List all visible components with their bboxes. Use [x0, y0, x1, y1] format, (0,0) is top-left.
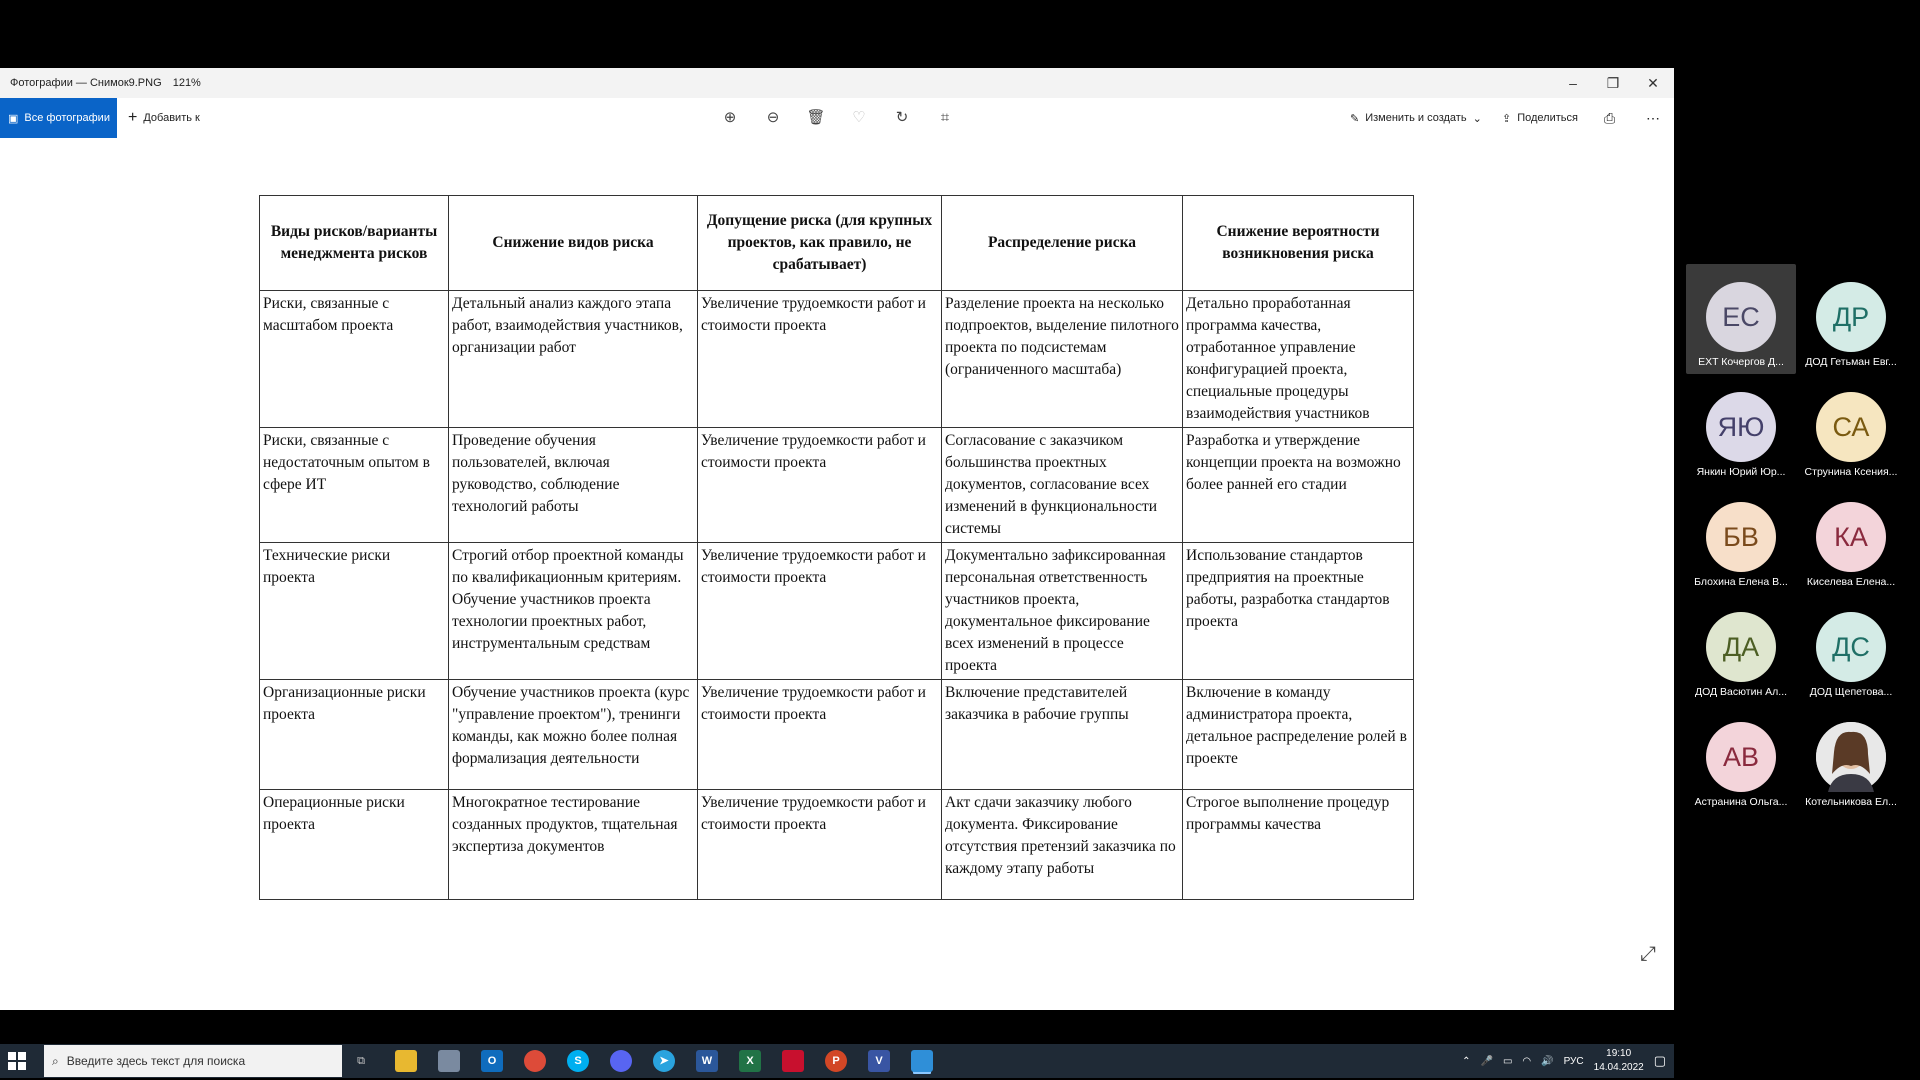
- clock[interactable]: [1594, 1047, 1644, 1075]
- minimize-button[interactable]: –: [1569, 75, 1577, 91]
- file-explorer-icon[interactable]: [395, 1050, 417, 1072]
- wifi-icon[interactable]: ◠: [1522, 1055, 1532, 1067]
- table-row: [260, 680, 1414, 790]
- window-title-text: Фотографии — Снимок9.PNG: [10, 77, 162, 89]
- all-photos-button[interactable]: [0, 98, 117, 138]
- restore-button[interactable]: ❐: [1606, 75, 1620, 91]
- participant-name: ДОД Васютин Ал...: [1694, 686, 1788, 698]
- skype-icon[interactable]: S: [567, 1050, 589, 1072]
- participant-avatar: БВ: [1706, 502, 1776, 572]
- risk-type-cell: Технические риски проекта: [260, 543, 449, 680]
- word-icon[interactable]: W: [696, 1050, 718, 1072]
- risk-type-cell: Организационные риски проекта: [260, 680, 449, 790]
- table-cell: Увеличение трудоемкости работ и стоимости проекта: [698, 543, 942, 680]
- participant-name: Котельникова Ел...: [1805, 796, 1897, 808]
- participant-tile[interactable]: [1796, 484, 1906, 594]
- table-row: [260, 543, 1414, 680]
- table-cell: Увеличение трудоемкости работ и стоимости проекта: [698, 680, 942, 790]
- header-cell: Допущение риска (для крупных проектов, как правило, не срабатывает): [698, 196, 942, 291]
- participant-avatar: СА: [1816, 392, 1886, 462]
- participant-tile[interactable]: [1686, 594, 1796, 704]
- table-cell: Детально проработанная программа качества, отработанное управление конфигурацией проекта, специальные процедуры взаимодействия участников: [1183, 291, 1414, 428]
- table-cell: Увеличение трудоемкости работ и стоимости проекта: [698, 790, 942, 900]
- app-icon[interactable]: [438, 1050, 460, 1072]
- edit-create-button[interactable]: [1350, 98, 1482, 138]
- close-button[interactable]: ✕: [1647, 75, 1659, 91]
- table-row: [260, 291, 1414, 428]
- participant-avatar: АВ: [1706, 722, 1776, 792]
- participant-tile[interactable]: [1796, 594, 1906, 704]
- participant-tile[interactable]: [1686, 374, 1796, 484]
- windows-start-icon[interactable]: [8, 1052, 26, 1070]
- more-button[interactable]: [1646, 98, 1660, 138]
- table-cell: Проведение обучения пользователей, включая руководство, соблюдение технологий работы: [449, 428, 698, 543]
- share-button[interactable]: [1502, 98, 1578, 138]
- battery-icon[interactable]: ▭: [1502, 1055, 1513, 1067]
- search-icon: ⌕: [52, 1053, 59, 1068]
- share-label: Поделиться: [1517, 112, 1578, 124]
- table-cell: Документально зафиксированная персональная ответственность участников проекта, документальное фиксирование всех изменений в процессе проекта: [942, 543, 1183, 680]
- risk-type-cell: Операционные риски проекта: [260, 790, 449, 900]
- table-header-row: [260, 196, 1414, 291]
- excel-icon[interactable]: X: [739, 1050, 761, 1072]
- participant-name: Блохина Елена В...: [1694, 576, 1788, 588]
- table-cell: Использование стандартов предприятия на проектные работы, разработка стандартов проекта: [1183, 543, 1414, 680]
- header-cell: Распределение риска: [942, 196, 1183, 291]
- header-cell: Снижение видов риска: [449, 196, 698, 291]
- participant-avatar: ДР: [1816, 282, 1886, 352]
- table-cell: Включение представителей заказчика в рабочие группы: [942, 680, 1183, 790]
- participant-name: Астранина Ольга...: [1694, 796, 1788, 808]
- crop-icon[interactable]: ⌗: [940, 109, 950, 126]
- participant-tile[interactable]: [1796, 374, 1906, 484]
- participant-name: EXT Кочергов Д...: [1698, 356, 1784, 368]
- chevron-down-icon: ⌄: [1472, 112, 1482, 125]
- powerpoint-icon[interactable]: P: [825, 1050, 847, 1072]
- participant-avatar: ЕС: [1706, 282, 1776, 352]
- risk-management-table: [259, 195, 1414, 900]
- photos-icon: ▣: [8, 112, 19, 125]
- discord-icon[interactable]: [610, 1050, 632, 1072]
- delete-icon[interactable]: 🗑: [806, 109, 826, 126]
- table-row: [260, 428, 1414, 543]
- language-indicator[interactable]: РУС: [1563, 1055, 1584, 1067]
- participant-name: ДОД Гетьман Евг...: [1805, 356, 1897, 368]
- participant-avatar: ЯЮ: [1706, 392, 1776, 462]
- rotate-icon[interactable]: ↻: [895, 109, 909, 126]
- table-cell: Строгое выполнение процедур программы качества: [1183, 790, 1414, 900]
- edit-create-label: Изменить и создать: [1365, 112, 1467, 124]
- volume-icon[interactable]: 🔊: [1541, 1055, 1554, 1067]
- participant-tile[interactable]: [1686, 484, 1796, 594]
- participant-photo: [1816, 722, 1886, 792]
- header-cell: Снижение вероятности возникновения риска: [1183, 196, 1414, 291]
- table-row: [260, 790, 1414, 900]
- table-cell: Включение в команду администратора проекта, детальное распределение ролей в проекте: [1183, 680, 1414, 790]
- table-cell: Увеличение трудоемкости работ и стоимости проекта: [698, 428, 942, 543]
- photos-app-window: [0, 68, 1674, 1073]
- clock-date: 14.04.2022: [1593, 1062, 1644, 1073]
- participant-tile[interactable]: [1686, 704, 1796, 814]
- risk-type-cell: Риски, связанные с масштабом проекта: [260, 291, 449, 428]
- telegram-icon[interactable]: ➤: [653, 1050, 675, 1072]
- participant-tile[interactable]: [1796, 264, 1906, 374]
- outlook-icon[interactable]: O: [481, 1050, 503, 1072]
- participant-name: ДОД Щепетова...: [1809, 686, 1893, 698]
- table-cell: Детальный анализ каждого этапа работ, взаимодействия участников, организации работ: [449, 291, 698, 428]
- plus-icon: +: [128, 109, 138, 126]
- add-to-label: Добавить к: [143, 112, 200, 124]
- table-cell: Многократное тестирование созданных продуктов, тщательная экспертиза документов: [449, 790, 698, 900]
- share-icon: ⇪: [1502, 112, 1512, 125]
- participant-avatar: ДС: [1816, 612, 1886, 682]
- participant-name: Струнина Ксения...: [1804, 466, 1898, 478]
- table-cell: Разработка и утверждение концепции проекта на возможно более ранней его стадии: [1183, 428, 1414, 543]
- participant-avatar: КА: [1816, 502, 1886, 572]
- windows-taskbar: [0, 1044, 1674, 1078]
- header-cell: Виды рисков/варианты менеджмента рисков: [260, 196, 449, 291]
- participant-name: Киселева Елена...: [1806, 576, 1896, 588]
- table-cell: Увеличение трудоемкости работ и стоимости проекта: [698, 291, 942, 428]
- chrome-icon[interactable]: [524, 1050, 546, 1072]
- participant-name: Янкин Юрий Юр...: [1696, 466, 1786, 478]
- zoom-level: 121%: [172, 77, 201, 89]
- participant-avatar: ДА: [1706, 612, 1776, 682]
- task-view-icon[interactable]: ⧉: [357, 1055, 365, 1067]
- print-icon: ⎙: [1604, 109, 1616, 126]
- all-photos-label: Все фотографии: [24, 112, 110, 124]
- expand-icon[interactable]: ⤢: [1640, 943, 1656, 965]
- edit-icon: ✎: [1350, 112, 1360, 125]
- microphone-icon[interactable]: 🎤: [1480, 1055, 1493, 1067]
- chevron-up-icon[interactable]: ⌃: [1462, 1055, 1471, 1067]
- participant-tile[interactable]: [1796, 704, 1906, 814]
- acrobat-icon[interactable]: [782, 1050, 804, 1072]
- add-to-button[interactable]: [128, 98, 200, 138]
- participant-tile[interactable]: [1686, 264, 1796, 374]
- notifications-icon[interactable]: ▢: [1653, 1053, 1666, 1068]
- search-placeholder: Введите здесь текст для поиска: [66, 1054, 246, 1068]
- table-cell: Строгий отбор проектной команды по квалификационным критериям. Обучение участников проекта технологии проектных работ, инструментальным средствам: [449, 543, 698, 680]
- visio-icon[interactable]: V: [868, 1050, 890, 1072]
- taskbar-search-box[interactable]: [44, 1045, 342, 1077]
- zoom-out-icon[interactable]: ⊖: [766, 109, 780, 126]
- table-cell: Разделение проекта на несколько подпроектов, выделение пилотного проекта по подсистемам (ограниченного масштаба): [942, 291, 1183, 428]
- table-cell: Акт сдачи заказчику любого документа. Фиксирование отсутствия претензий заказчика по каждому этапу работы: [942, 790, 1183, 900]
- risk-type-cell: Риски, связанные с недостаточным опытом в сфере ИТ: [260, 428, 449, 543]
- photos-app-icon[interactable]: [911, 1050, 933, 1072]
- title-bar: [0, 68, 1674, 98]
- more-icon: ⋯: [1646, 109, 1660, 126]
- print-button[interactable]: [1604, 98, 1615, 138]
- system-tray: [1462, 1044, 1666, 1078]
- window-title: [10, 77, 201, 89]
- table-cell: Обучение участников проекта (курс "управление проектом"), тренинги команды, как можно более полная формализация деятельности: [449, 680, 698, 790]
- favorite-icon[interactable]: ♡: [852, 109, 866, 126]
- zoom-in-icon[interactable]: ⊕: [723, 109, 737, 126]
- clock-time: 19:10: [1606, 1048, 1632, 1059]
- photos-toolbar: [0, 98, 1674, 138]
- table-cell: Согласование с заказчиком большинства проектных документов, согласование всех изменений в функциональности системы: [942, 428, 1183, 543]
